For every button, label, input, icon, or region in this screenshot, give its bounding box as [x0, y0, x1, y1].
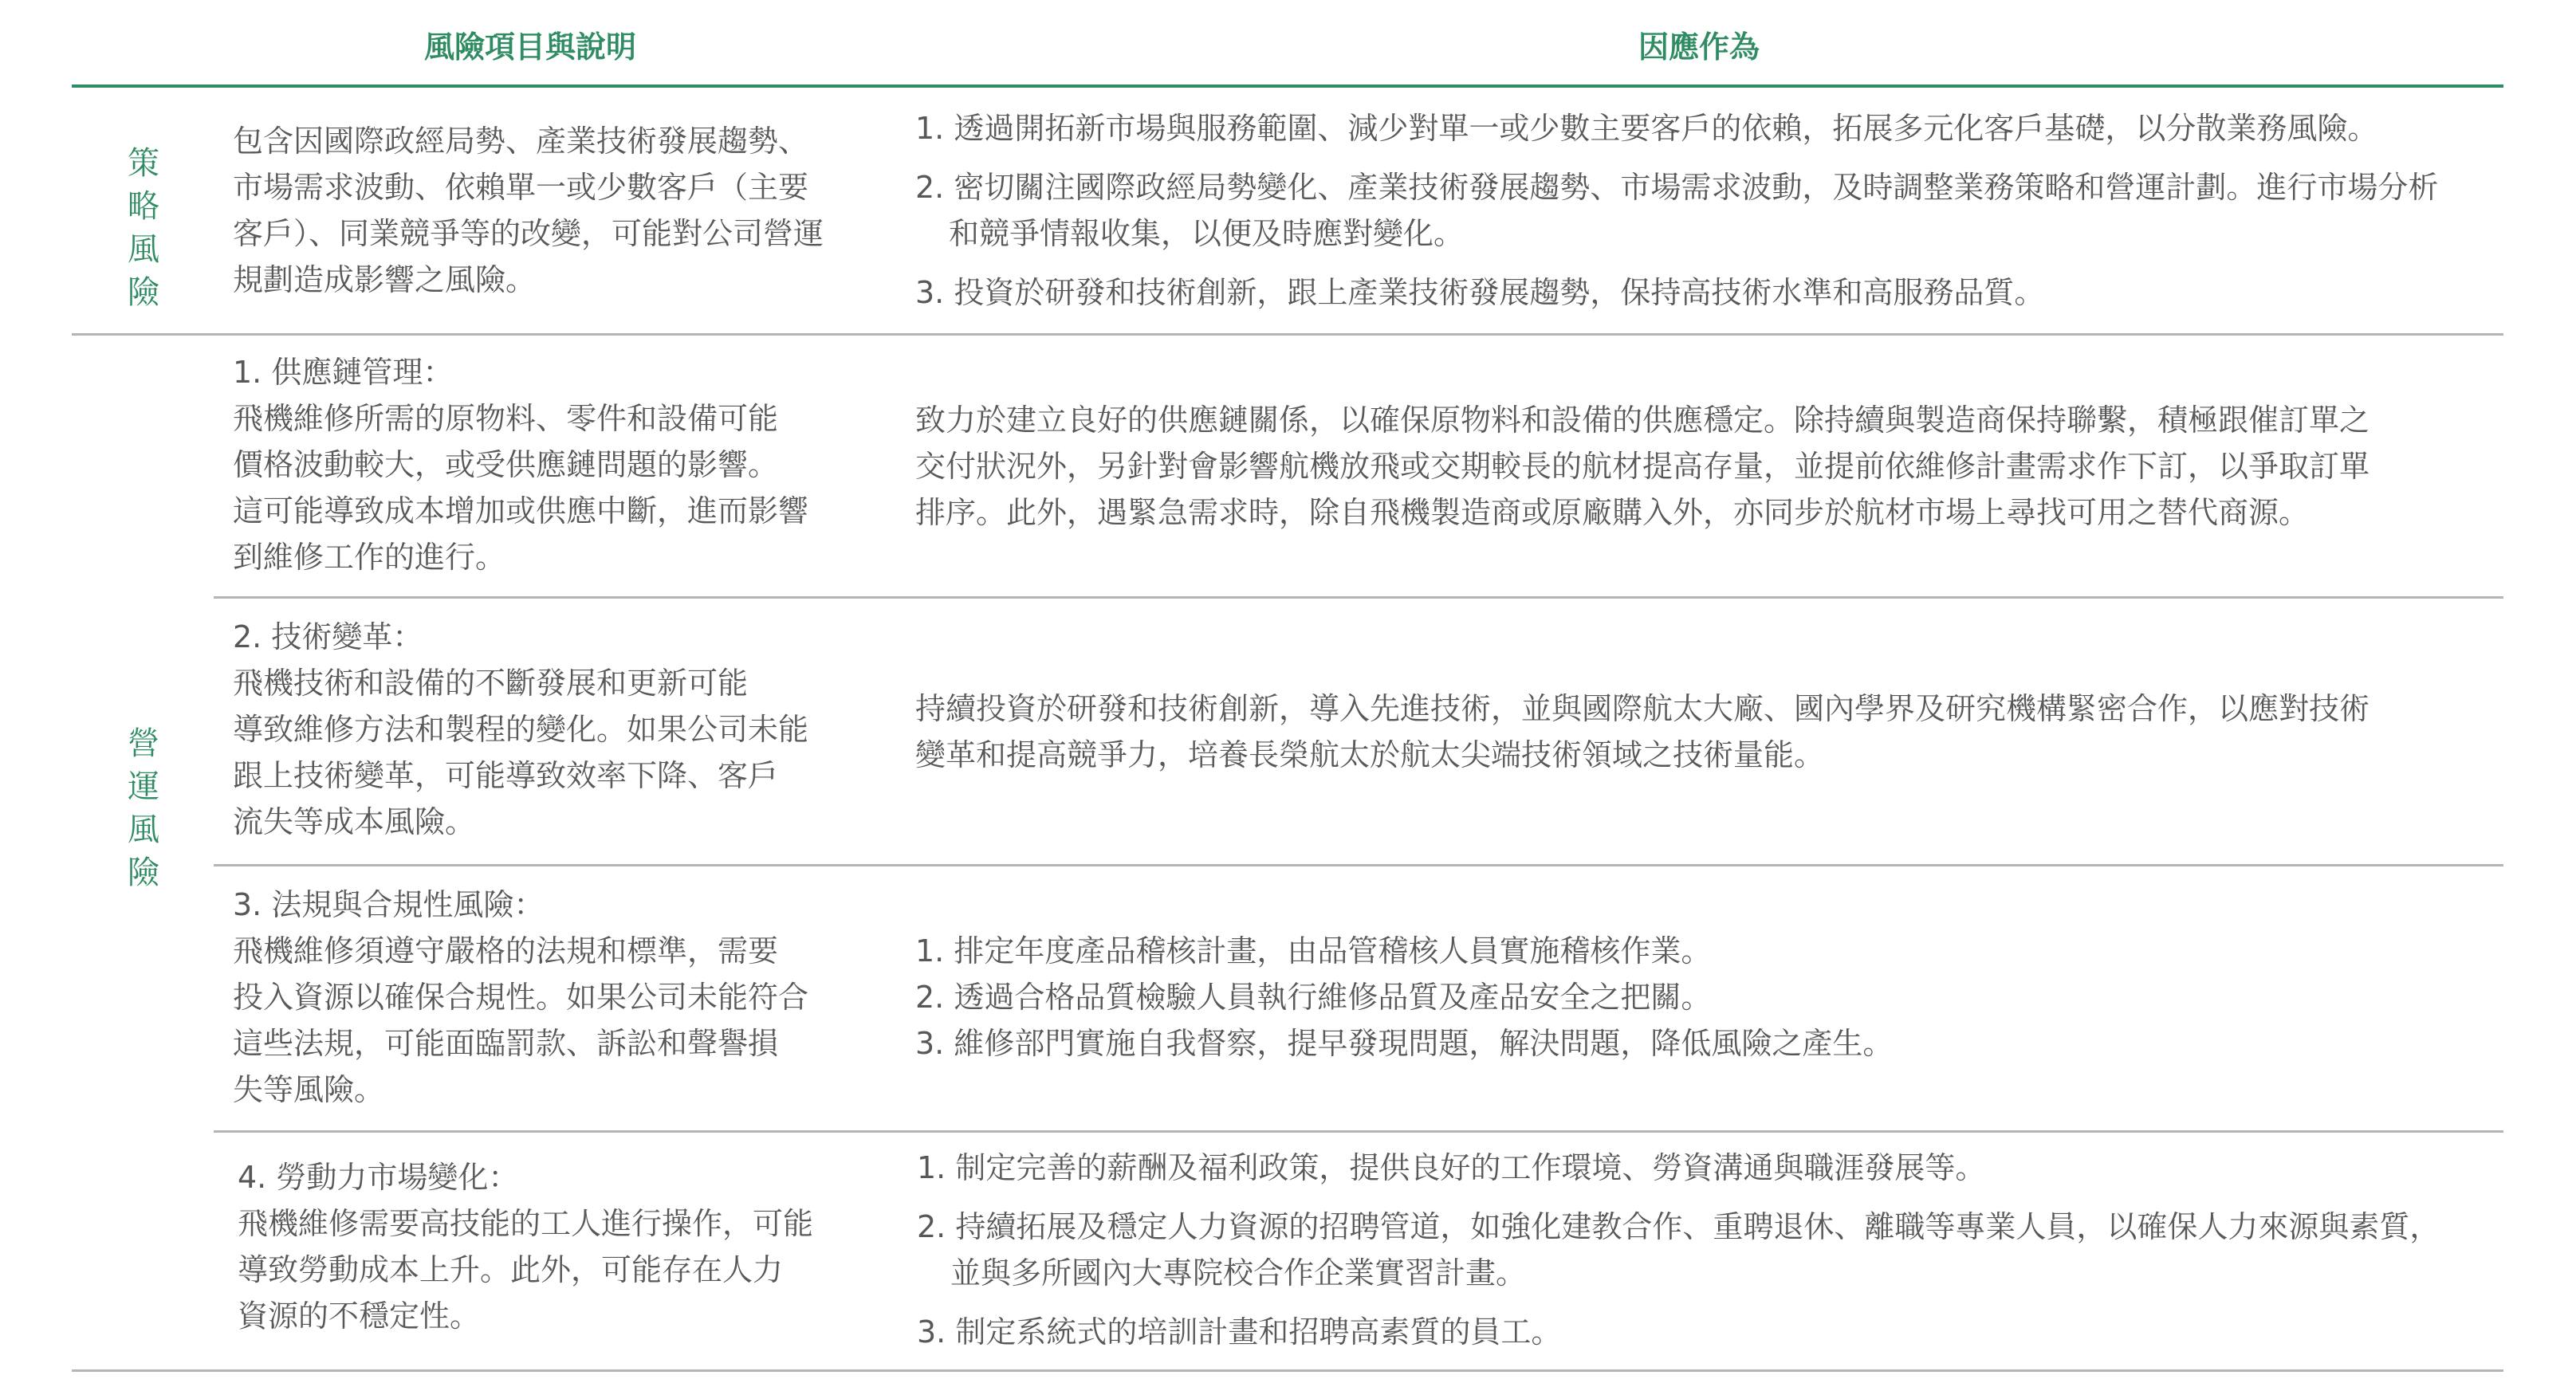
response-regulatory: 1. 排定年度產品稽核計畫，由品管稽核人員實施稽核作業。 2. 透過合格品質檢驗人員執行維修品質及產品安全之把關。 3. 維修部門實施自我督察，提早發現問題，解決問題，降低風險之產生。	[915, 933, 1894, 1061]
response-labor-market: 1. 制定完善的薪酬及福利政策，提供良好的工作環境、勞資溝通與職涯發展等。 2. 持續拓展及穩定人力資源的招聘管道，如強化建教合作、重聘退休、離職等專業人員，以確保人力來源與素質， 並與多所國內大專院校合作企業實習計畫。 3. 制定系統式的培訓計畫和招聘高素質的員工。	[917, 1150, 2440, 1350]
column-header-risk-items: 風險項目與說明	[424, 29, 637, 65]
response-supply-chain: 致力於建立良好的供應鏈關係，以確保原物料和設備的供應穩定。除持續與製造商保持聯繫，積極跟催訂單之 交付狀況外，另針對會影響航機放飛或交期較長的航材提高存量，並提前依維修計畫需求作下訂，以爭取訂單 排序。此外，遇緊急需求時，除自飛機製造商或原廠購入外，亦同步於航材市場上尋找可用之替代商源。	[915, 403, 2370, 530]
response-technology-change: 持續投資於研發和技術創新，導入先進技術，並與國際航太大廠、國內學界及研究機構緊密合作，以應對技術 變革和提高競爭力，培養長榮航太於航太尖端技術領域之技術量能。	[915, 691, 2370, 772]
row-divider	[214, 864, 2503, 866]
column-header-responses: 因應作為	[1638, 29, 1760, 65]
section-divider	[72, 333, 2503, 336]
risk-description-supply-chain: 1. 供應鏈管理： 飛機維修所需的原物料、零件和設備可能 價格波動較大，或受供應鏈問題的影響。 這可能導致成本增加或供應中斷，進而影響 到維修工作的進行。	[233, 355, 809, 575]
section-label-operational-risk: 營 運 風 險	[128, 725, 159, 891]
response-strategic: 1. 透過開拓新市場與服務範圍、減少對單一或少數主要客戶的依賴，拓展多元化客戶基礎，以分散業務風險。 2. 密切關注國際政經局勢變化、產業技術發展趨勢、市場需求波動，及時調整業務策略和營運計劃。進行市場分析 和競爭情報收集，以便及時應對變化。 3. 投資於研發和技術創新，跟上產業技術發展趨勢，保持高技術水準和高服務品質。	[915, 111, 2439, 310]
risk-description-regulatory: 3. 法規與合規性風險： 飛機維修須遵守嚴格的法規和標準，需要 投入資源以確保合規性。如果公司未能符合 這些法規，可能面臨罰款、訴訟和聲譽損 失等風險。	[233, 887, 809, 1107]
risk-description-labor-market: 4. 勞動力市場變化： 飛機維修需要高技能的工人進行操作，可能 導致勞動成本上升。此外，可能存在人力 資源的不穩定性。	[238, 1160, 814, 1334]
risk-description-strategic: 包含因國際政經局勢、產業技術發展趨勢、 市場需求波動、依賴單一或少數客戶（主要 客戶）、同業競爭等的改變，可能對公司營運 規劃造成影響之風險。	[233, 124, 824, 297]
section-label-strategic-risk: 策 略 風 險	[128, 145, 159, 311]
row-divider	[214, 596, 2503, 599]
table-bottom-border	[72, 1369, 2503, 1372]
header-divider	[72, 84, 2503, 88]
risk-description-technology-change: 2. 技術變革： 飛機技術和設備的不斷發展和更新可能 導致維修方法和製程的變化。如果公司未能 跟上技術變革，可能導致效率下降、客戶 流失等成本風險。	[233, 619, 809, 839]
row-divider	[214, 1130, 2503, 1133]
